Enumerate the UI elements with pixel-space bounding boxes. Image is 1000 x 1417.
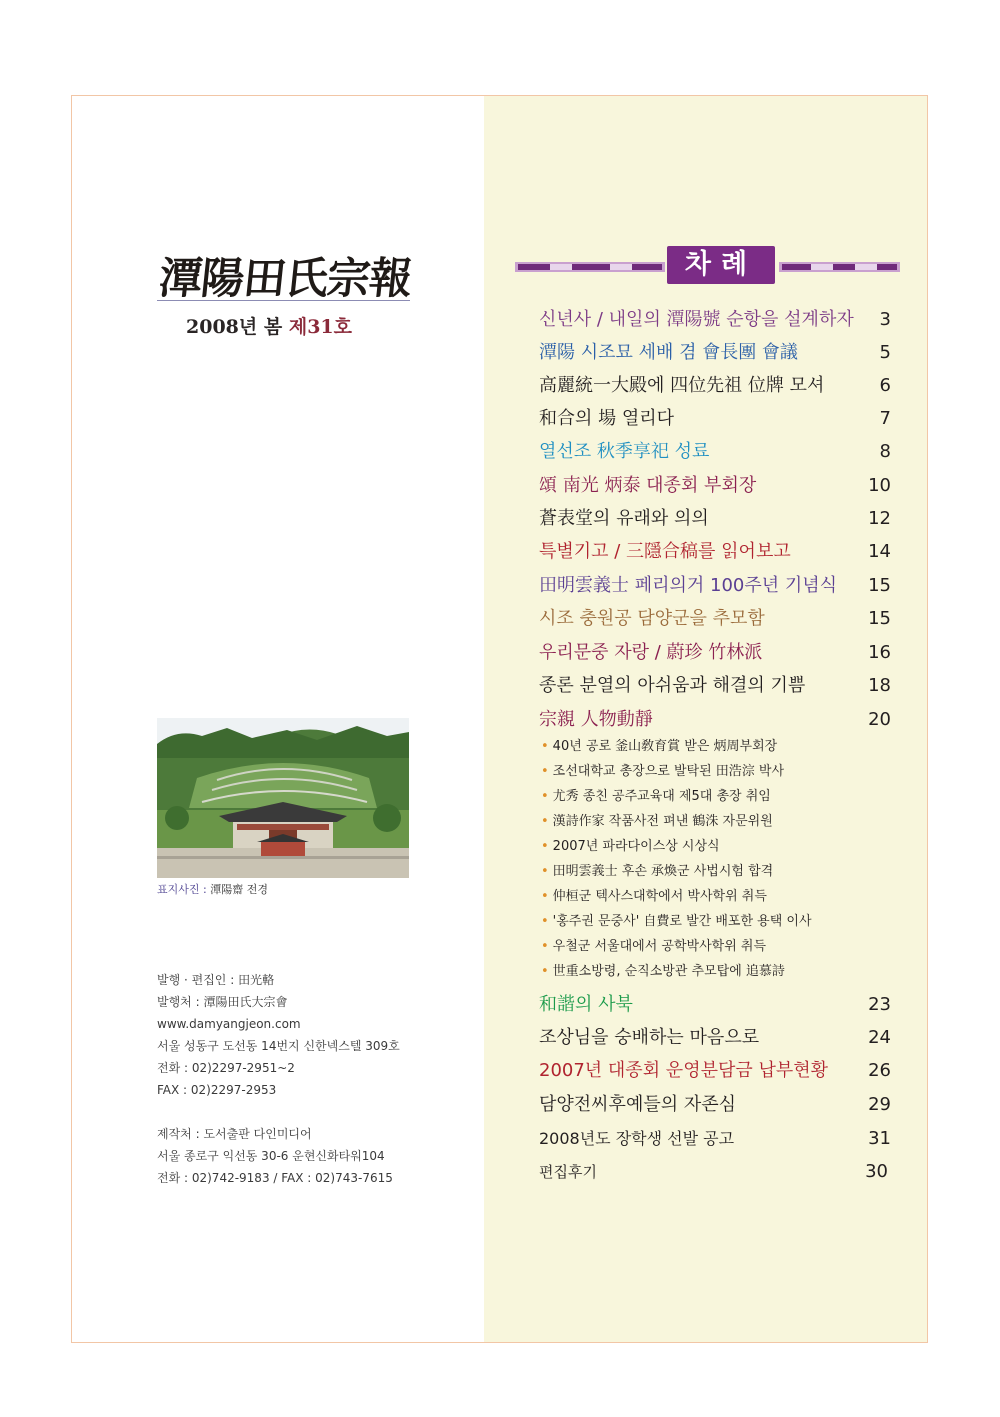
issue-season: 2008년 봄: [186, 316, 283, 338]
toc-subentry-title: 2007년 파라다이스상 시상식: [552, 839, 720, 854]
toc-entry[interactable]: [539, 505, 891, 533]
toc-entry-page: 14: [868, 541, 891, 562]
toc-entry[interactable]: [539, 1125, 891, 1153]
toc-entry-page: 30: [865, 1161, 888, 1182]
bullet-icon: •: [541, 864, 549, 879]
toc-entry-page: 24: [868, 1027, 891, 1048]
toc-entry-title: 和諧의 사북: [539, 994, 633, 1015]
toc-entry[interactable]: [539, 472, 891, 500]
toc-entry-title: 열선조 秋季享祀 성료: [539, 441, 710, 462]
toc-entry[interactable]: [539, 672, 891, 700]
toc-subentry-title: 尤秀 종친 공주교육대 제5대 총장 취임: [552, 789, 771, 804]
issue-line: [186, 312, 352, 339]
toc-entry[interactable]: [539, 605, 891, 633]
publisher-org: 발행처 : 潭陽田氏大宗會: [157, 995, 288, 1009]
toc-entry-page: 5: [879, 342, 891, 363]
toc-entry-page: 7: [879, 408, 891, 429]
issue-number: 제31호: [288, 316, 352, 338]
toc-entry-title: 우리문중 자랑 / 蔚珍 竹林派: [539, 642, 763, 663]
toc-entry-page: 8: [879, 441, 891, 462]
toc-entry-title: 담양전씨후예들의 자존심: [539, 1094, 736, 1115]
toc-subentry[interactable]: [541, 762, 784, 782]
bullet-icon: •: [541, 789, 549, 804]
toc-entry[interactable]: [539, 1024, 891, 1052]
toc-entry[interactable]: [539, 538, 891, 566]
toc-entry-page: 10: [868, 475, 891, 496]
bullet-icon: •: [541, 939, 549, 954]
toc-entry[interactable]: [539, 639, 891, 667]
toc-subentry[interactable]: [541, 737, 777, 757]
toc-entry-title: 특별기고 / 三隱合稿를 읽어보고: [539, 541, 791, 562]
toc-subentry[interactable]: [541, 937, 766, 957]
bullet-icon: •: [541, 764, 549, 779]
toc-subentry[interactable]: [541, 812, 773, 832]
toc-entry-title: 田明雲義士 페리의거 100주년 기념식: [539, 575, 838, 596]
masthead-divider: [157, 300, 410, 301]
toc-entry-title: 조상님을 숭배하는 마음으로: [539, 1027, 760, 1048]
toc-entry-page: 23: [868, 994, 891, 1015]
toc-entry[interactable]: [539, 372, 891, 400]
toc-entry-page: 20: [868, 709, 891, 730]
toc-entry-page: 15: [868, 608, 891, 629]
toc-subentry-title: 조선대학교 총장으로 발탁된 田浩淙 박사: [552, 764, 785, 779]
toc-entry-title: 頌 南光 炳泰 대종회 부회장: [539, 475, 757, 496]
toc-entry-title: 시조 충원공 담양군을 추모함: [539, 608, 765, 629]
bullet-icon: •: [541, 889, 549, 904]
bullet-icon: •: [541, 814, 549, 829]
publisher-website[interactable]: www.damyangjeon.com: [157, 1017, 301, 1031]
producer-name: 제작처 : 도서출판 다인미디어: [157, 1127, 312, 1141]
toc-entry-page: 3: [879, 309, 891, 330]
toc-subentry-title: 漢詩作家 작품사전 펴낸 鶴洙 자문위원: [552, 814, 773, 829]
toc-entry[interactable]: [539, 1158, 888, 1186]
toc-entry[interactable]: [539, 339, 891, 367]
toc-entry-title: 2008년도 장학생 선발 공고: [539, 1129, 735, 1148]
toc-entry-page: 31: [868, 1128, 891, 1149]
producer-address: 서울 종로구 익선동 30-6 운현신화타워104: [157, 1149, 385, 1163]
cover-caption-label: 표지사진 :: [157, 883, 207, 896]
producer-contact: 전화 : 02)742-9183 / FAX : 02)743-7615: [157, 1171, 393, 1185]
toc-entry-title: 편집후기: [539, 1163, 597, 1181]
toc-entry[interactable]: [539, 706, 891, 734]
toc-entry-page: 26: [868, 1060, 891, 1081]
cover-caption-text: 潭陽齋 전경: [210, 883, 268, 896]
toc-entry[interactable]: [539, 1057, 891, 1085]
toc-subentry[interactable]: [541, 787, 771, 807]
toc-subentry-title: 우철군 서울대에서 공학박사학위 취득: [552, 939, 766, 954]
publisher-fax: FAX : 02)2297-2953: [157, 1083, 277, 1097]
bullet-icon: •: [541, 914, 549, 929]
toc-subentry-title: 世重소방령, 순직소방관 추모탑에 追慕詩: [552, 964, 785, 979]
toc-subentry-title: 40년 공로 釜山敎育賞 받은 炳周부회장: [552, 739, 778, 754]
toc-entry[interactable]: [539, 306, 891, 334]
cover-photo: [157, 718, 409, 878]
toc-entry-title: 宗親 人物動靜: [539, 709, 653, 730]
toc-entry-page: 12: [868, 508, 891, 529]
toc-entry[interactable]: [539, 991, 891, 1019]
cover-caption: [157, 881, 268, 897]
toc-entry-title: 신년사 / 내일의 潭陽號 순항을 설계하자: [539, 309, 854, 330]
toc-subentry[interactable]: [541, 887, 767, 907]
bullet-icon: •: [541, 739, 549, 754]
toc-subentry[interactable]: [541, 837, 720, 857]
toc-subentry[interactable]: [541, 962, 785, 982]
toc-entry-page: 18: [868, 675, 891, 696]
bullet-icon: •: [541, 964, 549, 979]
toc-entry[interactable]: [539, 405, 891, 433]
toc-heading: 차례: [667, 246, 775, 284]
toc-entry-page: 29: [868, 1094, 891, 1115]
toc-entry-title: 高麗統一大殿에 四位先祖 位牌 모셔: [539, 375, 825, 396]
toc-entry[interactable]: [539, 572, 891, 600]
bullet-icon: •: [541, 839, 549, 854]
toc-entry-title: 종론 분열의 아쉬움과 해결의 기쁨: [539, 675, 806, 696]
toc-subentry[interactable]: [541, 912, 812, 932]
toc-entry[interactable]: [539, 1091, 891, 1119]
publisher-phone: 전화 : 02)2297-2951~2: [157, 1061, 295, 1075]
publisher-editor: 발행 · 편집인 : 田光輅: [157, 973, 275, 987]
toc-entry-page: 6: [879, 375, 891, 396]
toc-subentry-title: 仲桓군 텍사스대학에서 박사학위 취득: [552, 889, 767, 904]
masthead-title: 潭陽田氏宗報: [156, 254, 414, 304]
toc-entry-title: 蒼表堂의 유래와 의의: [539, 508, 709, 529]
toc-entry-title: 潭陽 시조묘 세배 겸 會長團 會議: [539, 342, 798, 363]
toc-subentry[interactable]: [541, 862, 773, 882]
toc-entry-title: 和合의 場 열리다: [539, 408, 674, 429]
toc-subentry-title: 田明雲義士 후손 承煥군 사법시험 합격: [552, 864, 774, 879]
toc-entry-title: 2007년 대종회 운영분담금 납부현황: [539, 1060, 829, 1081]
toc-entry-page: 16: [868, 642, 891, 663]
publisher-address: 서울 성동구 도선동 14번지 신한넥스텔 309호: [157, 1039, 400, 1053]
toc-subentry-title: '홍주권 문중사' 自費로 발간 배포한 용택 이사: [552, 914, 812, 929]
toc-entry[interactable]: [539, 438, 891, 466]
cover-photo-illustration: [157, 718, 409, 878]
toc-entry-page: 15: [868, 575, 891, 596]
